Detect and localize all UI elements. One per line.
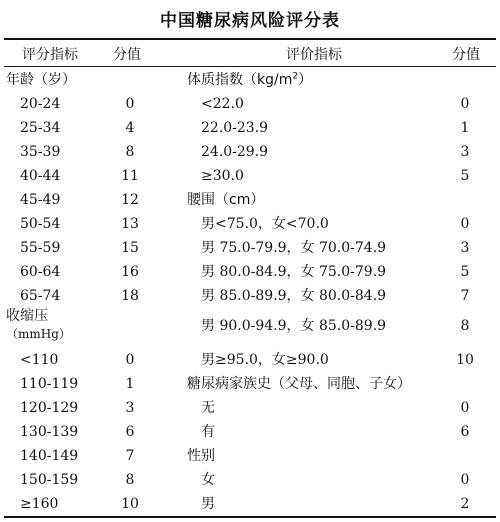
bp-unit-label: （mmHg）: [6, 327, 71, 341]
waist-score: 3: [460, 240, 470, 256]
waist-score: 5: [460, 264, 470, 280]
age-range: 50-54: [20, 216, 61, 232]
bp-section-label: 收缩压: [6, 308, 48, 324]
bmi-range: ≥30.0: [201, 168, 244, 184]
bp-score: 7: [125, 448, 135, 464]
table-title: 中国糖尿病风险评分表: [160, 11, 340, 31]
age-score: 12: [121, 192, 139, 208]
bmi-label-text: 体质指数（kg/m: [187, 72, 293, 88]
header-left-score: 分值: [113, 47, 141, 63]
waist-score: 0: [460, 216, 470, 232]
age-range: 40-44: [20, 168, 61, 184]
bmi-score: 1: [460, 120, 470, 136]
age-score: 16: [121, 264, 139, 280]
age-section-label: 年龄（岁）: [6, 72, 76, 88]
family-history-option: 无: [201, 400, 215, 416]
bp-range: ≥160: [20, 496, 59, 512]
bmi-score: 3: [460, 144, 470, 160]
waist-section-label: 腰围（cm）: [187, 192, 265, 208]
sex-score: 2: [460, 496, 470, 512]
bmi-label-close: ）: [298, 72, 313, 88]
age-range: 45-49: [20, 192, 61, 208]
bp-range: 110-119: [20, 376, 79, 392]
waist-score: 10: [456, 352, 474, 368]
bp-score: 1: [125, 376, 135, 392]
age-range: 55-59: [20, 240, 61, 256]
bp-range: 150-159: [20, 472, 79, 488]
age-score: 13: [121, 216, 139, 232]
waist-range: 男 85.0-89.9，女 80.0-84.9: [201, 288, 387, 304]
waist-score: 8: [460, 318, 470, 334]
age-range: 25-34: [20, 120, 61, 136]
family-history-score: 6: [460, 424, 470, 440]
waist-range: 男 80.0-84.9，女 75.0-79.9: [201, 264, 387, 280]
family-history-option: 有: [201, 424, 215, 440]
bp-range: <110: [20, 352, 59, 368]
sex-option: 女: [201, 472, 215, 488]
age-score: 11: [121, 168, 139, 184]
header-rule: [4, 66, 496, 67]
bp-score: 6: [125, 424, 135, 440]
age-score: 8: [125, 144, 135, 160]
bottom-rule: [4, 516, 496, 518]
bmi-range: <22.0: [201, 96, 244, 112]
family-history-score: 0: [460, 400, 470, 416]
top-rule: [4, 38, 496, 40]
bp-score: 10: [121, 496, 139, 512]
age-range: 35-39: [20, 144, 61, 160]
bp-score: 3: [125, 400, 135, 416]
bp-score: 8: [125, 472, 135, 488]
age-score: 4: [125, 120, 135, 136]
waist-range: 男<75.0，女<70.0: [201, 216, 329, 232]
bmi-unit-exponent: 2: [292, 71, 299, 82]
age-score: 18: [121, 288, 139, 304]
sex-option: 男: [201, 496, 215, 512]
age-score: 15: [121, 240, 139, 256]
header-left-indicator: 评分指标: [22, 47, 78, 63]
age-range: 20-24: [20, 96, 61, 112]
waist-range: 男 75.0-79.9，女 70.0-74.9: [201, 240, 387, 256]
header-right-score: 分值: [452, 47, 480, 63]
sex-section-label: 性别: [187, 448, 215, 464]
bp-score: 0: [125, 352, 135, 368]
bmi-score: 0: [460, 96, 470, 112]
header-right-indicator: 评价指标: [286, 47, 342, 63]
bp-range: 140-149: [20, 448, 79, 464]
age-score: 0: [125, 96, 135, 112]
waist-range: 男 90.0-94.9，女 85.0-89.9: [201, 318, 387, 334]
age-range: 65-74: [20, 288, 61, 304]
bmi-range: 24.0-29.9: [201, 144, 269, 160]
bp-range: 130-139: [20, 424, 79, 440]
bp-range: 120-129: [20, 400, 79, 416]
waist-range: 男≥95.0，女≥90.0: [201, 352, 329, 368]
sex-score: 0: [460, 472, 470, 488]
bmi-score: 5: [460, 168, 470, 184]
bmi-section-label: [187, 70, 312, 90]
family-history-section-label: 糖尿病家族史（父母、同胞、子女）: [187, 376, 411, 392]
bmi-range: 22.0-23.9: [201, 120, 269, 136]
age-range: 60-64: [20, 264, 61, 280]
waist-score: 7: [460, 288, 470, 304]
